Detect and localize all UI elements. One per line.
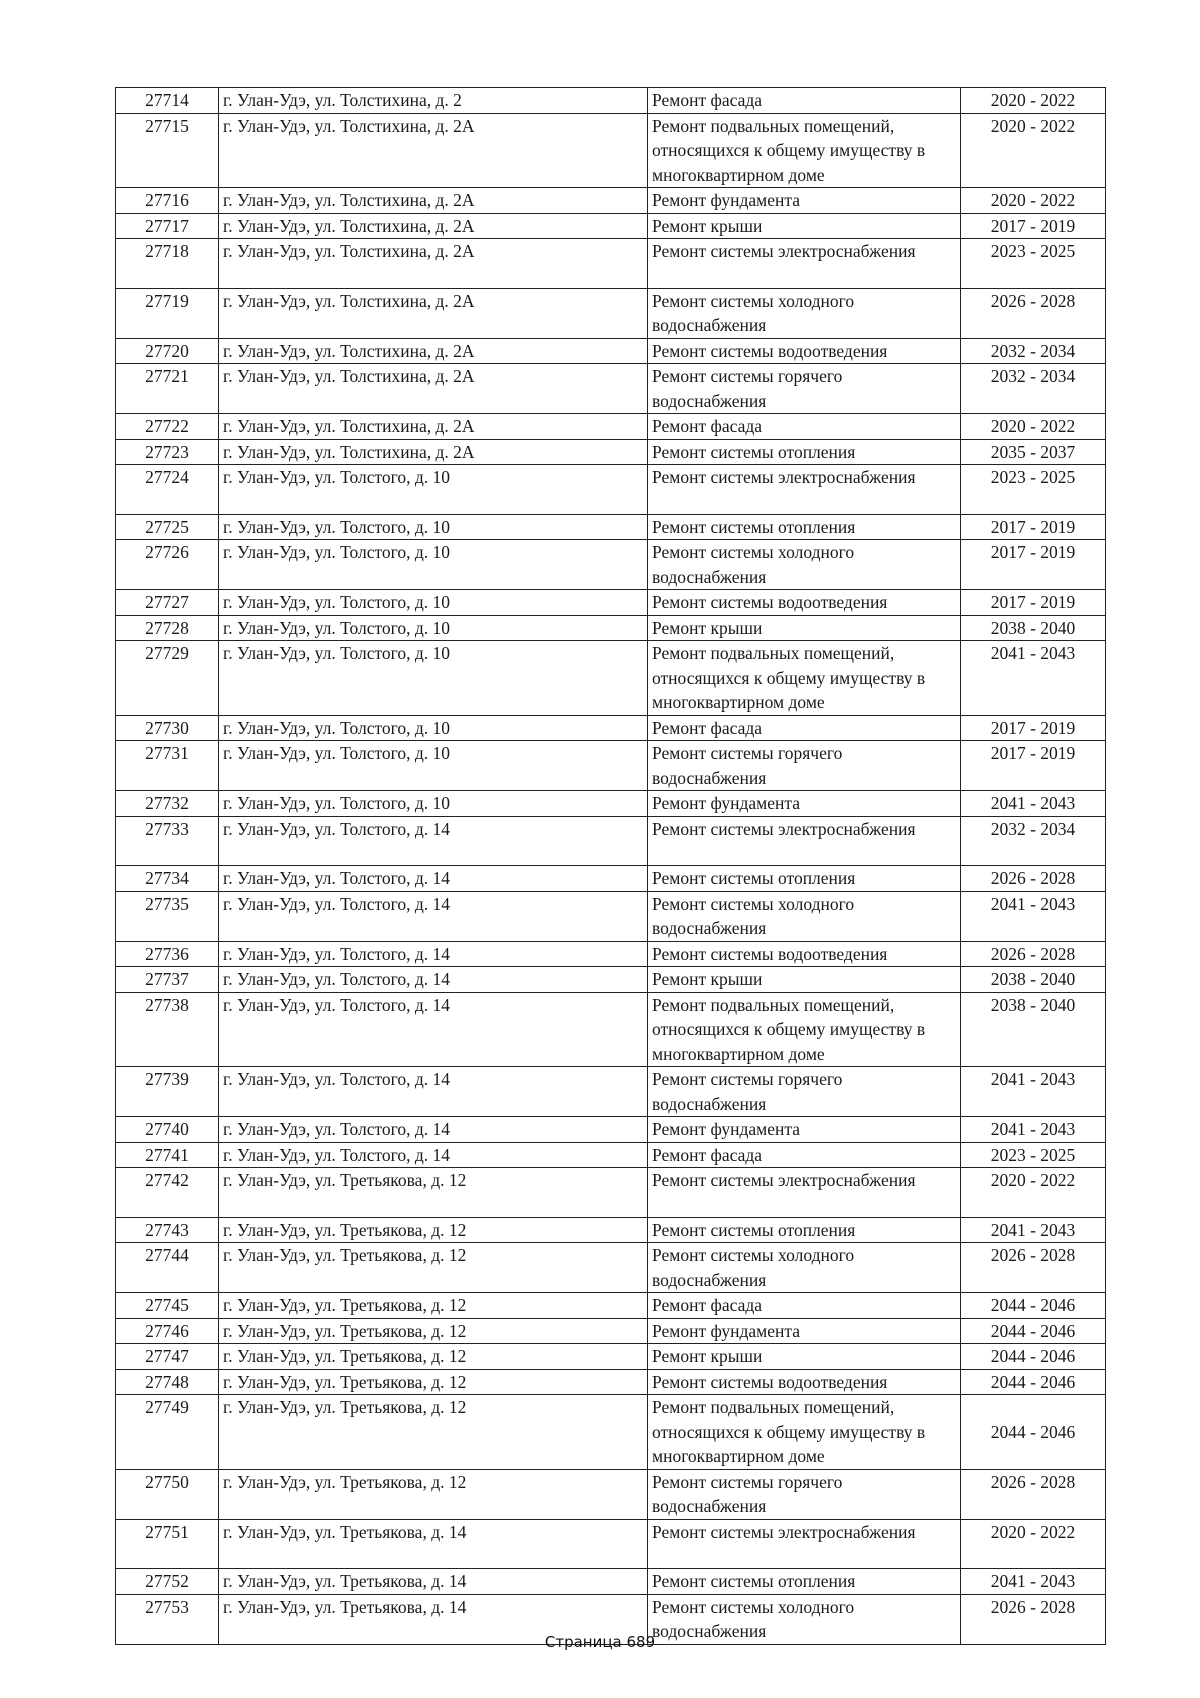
cell-address: г. Улан-Удэ, ул. Третьякова, д. 12: [219, 1293, 648, 1319]
cell-work-type: Ремонт системы водоотведения: [648, 590, 961, 616]
cell-number: 27732: [116, 791, 219, 817]
table-row: [116, 615, 1106, 641]
cell-number: 27745: [116, 1293, 219, 1319]
cell-address: г. Улан-Удэ, ул. Толстого, д. 14: [219, 992, 648, 1067]
table-row: [116, 414, 1106, 440]
cell-work-type: Ремонт системы электроснабжения: [648, 816, 961, 866]
cell-work-type: Ремонт фундамента: [648, 791, 961, 817]
cell-period: 2026 - 2028: [961, 1243, 1106, 1293]
cell-address: г. Улан-Удэ, ул. Толстихина, д. 2А: [219, 338, 648, 364]
cell-number: 27749: [116, 1395, 219, 1470]
table-row: [116, 439, 1106, 465]
cell-address: г. Улан-Удэ, ул. Третьякова, д. 12: [219, 1395, 648, 1470]
table-row: [116, 1569, 1106, 1595]
cell-number: 27728: [116, 615, 219, 641]
cell-address: г. Улан-Удэ, ул. Третьякова, д. 14: [219, 1569, 648, 1595]
table-row: [116, 941, 1106, 967]
cell-period: 2023 - 2025: [961, 1142, 1106, 1168]
cell-number: 27744: [116, 1243, 219, 1293]
cell-period: 2041 - 2043: [961, 891, 1106, 941]
cell-work-type: Ремонт системы горячего водоснабжения: [648, 1469, 961, 1519]
table-body: [116, 88, 1106, 1645]
cell-period: 2035 - 2037: [961, 439, 1106, 465]
cell-number: 27721: [116, 364, 219, 414]
cell-address: г. Улан-Удэ, ул. Толстихина, д. 2А: [219, 364, 648, 414]
cell-period: 2041 - 2043: [961, 641, 1106, 716]
cell-period: 2032 - 2034: [961, 816, 1106, 866]
table-row: [116, 641, 1106, 716]
cell-work-type: Ремонт фундамента: [648, 188, 961, 214]
cell-number: 27733: [116, 816, 219, 866]
cell-period: 2020 - 2022: [961, 1519, 1106, 1569]
cell-address: г. Улан-Удэ, ул. Третьякова, д. 12: [219, 1469, 648, 1519]
cell-address: г. Улан-Удэ, ул. Толстихина, д. 2А: [219, 414, 648, 440]
cell-address: г. Улан-Удэ, ул. Третьякова, д. 14: [219, 1594, 648, 1644]
cell-number: 27720: [116, 338, 219, 364]
table-row: [116, 239, 1106, 289]
cell-number: 27715: [116, 113, 219, 188]
cell-work-type: Ремонт подвальных помещений, относящихся к общему имуществу в многоквартирном доме: [648, 992, 961, 1067]
cell-address: г. Улан-Удэ, ул. Толстого, д. 14: [219, 941, 648, 967]
cell-period: 2044 - 2046: [961, 1318, 1106, 1344]
cell-work-type: Ремонт системы электроснабжения: [648, 239, 961, 289]
cell-work-type: Ремонт фасада: [648, 1293, 961, 1319]
cell-address: г. Улан-Удэ, ул. Толстого, д. 14: [219, 967, 648, 993]
cell-address: г. Улан-Удэ, ул. Толстого, д. 10: [219, 791, 648, 817]
cell-address: г. Улан-Удэ, ул. Третьякова, д. 14: [219, 1519, 648, 1569]
cell-work-type: Ремонт фундамента: [648, 1318, 961, 1344]
cell-period: 2017 - 2019: [961, 590, 1106, 616]
cell-address: г. Улан-Удэ, ул. Третьякова, д. 12: [219, 1344, 648, 1370]
cell-work-type: Ремонт подвальных помещений, относящихся к общему имуществу в многоквартирном доме: [648, 113, 961, 188]
table-row: [116, 540, 1106, 590]
cell-number: 27740: [116, 1117, 219, 1143]
cell-number: 27748: [116, 1369, 219, 1395]
cell-address: г. Улан-Удэ, ул. Толстого, д. 14: [219, 1142, 648, 1168]
cell-work-type: Ремонт системы отопления: [648, 866, 961, 892]
table-row: [116, 1067, 1106, 1117]
cell-period: 2044 - 2046: [961, 1369, 1106, 1395]
cell-work-type: Ремонт подвальных помещений, относящихся к общему имуществу в многоквартирном доме: [648, 1395, 961, 1470]
cell-number: 27747: [116, 1344, 219, 1370]
cell-work-type: Ремонт фасада: [648, 715, 961, 741]
cell-address: г. Улан-Удэ, ул. Третьякова, д. 12: [219, 1369, 648, 1395]
cell-number: 27722: [116, 414, 219, 440]
cell-period: 2023 - 2025: [961, 465, 1106, 515]
table-row: [116, 1395, 1106, 1470]
cell-address: г. Улан-Удэ, ул. Толстихина, д. 2А: [219, 188, 648, 214]
cell-number: 27743: [116, 1217, 219, 1243]
cell-work-type: Ремонт системы электроснабжения: [648, 1519, 961, 1569]
cell-period: 2032 - 2034: [961, 338, 1106, 364]
cell-address: г. Улан-Удэ, ул. Третьякова, д. 12: [219, 1318, 648, 1344]
cell-work-type: Ремонт системы холодного водоснабжения: [648, 1243, 961, 1293]
cell-period: 2017 - 2019: [961, 540, 1106, 590]
cell-address: г. Улан-Удэ, ул. Толстихина, д. 2А: [219, 239, 648, 289]
table-row: [116, 715, 1106, 741]
cell-number: 27750: [116, 1469, 219, 1519]
cell-period: 2026 - 2028: [961, 288, 1106, 338]
cell-period: 2038 - 2040: [961, 992, 1106, 1067]
cell-period: 2041 - 2043: [961, 1067, 1106, 1117]
cell-number: 27752: [116, 1569, 219, 1595]
table-row: [116, 866, 1106, 892]
table-row: [116, 213, 1106, 239]
cell-number: 27751: [116, 1519, 219, 1569]
cell-address: г. Улан-Удэ, ул. Толстого, д. 10: [219, 741, 648, 791]
cell-period: 2026 - 2028: [961, 941, 1106, 967]
table-row: [116, 465, 1106, 515]
cell-period: 2020 - 2022: [961, 188, 1106, 214]
cell-work-type: Ремонт системы горячего водоснабжения: [648, 1067, 961, 1117]
cell-number: 27741: [116, 1142, 219, 1168]
cell-work-type: Ремонт фасада: [648, 1142, 961, 1168]
cell-work-type: Ремонт системы горячего водоснабжения: [648, 364, 961, 414]
table-row: [116, 891, 1106, 941]
cell-address: г. Улан-Удэ, ул. Толстого, д. 10: [219, 514, 648, 540]
cell-period: 2017 - 2019: [961, 741, 1106, 791]
cell-address: г. Улан-Удэ, ул. Третьякова, д. 12: [219, 1217, 648, 1243]
cell-work-type: Ремонт крыши: [648, 967, 961, 993]
table-row: [116, 1369, 1106, 1395]
cell-address: г. Улан-Удэ, ул. Толстихина, д. 2А: [219, 213, 648, 239]
cell-work-type: Ремонт системы отопления: [648, 1569, 961, 1595]
table-row: [116, 1344, 1106, 1370]
cell-address: г. Улан-Удэ, ул. Толстого, д. 14: [219, 816, 648, 866]
cell-period: 2017 - 2019: [961, 213, 1106, 239]
cell-address: г. Улан-Удэ, ул. Толстого, д. 10: [219, 590, 648, 616]
cell-period: 2038 - 2040: [961, 967, 1106, 993]
cell-work-type: Ремонт системы холодного водоснабжения: [648, 540, 961, 590]
cell-period: 2032 - 2034: [961, 364, 1106, 414]
cell-number: 27739: [116, 1067, 219, 1117]
cell-period: 2044 - 2046: [961, 1293, 1106, 1319]
cell-work-type: Ремонт системы отопления: [648, 514, 961, 540]
cell-number: 27742: [116, 1168, 219, 1218]
cell-address: г. Улан-Удэ, ул. Толстого, д. 14: [219, 1117, 648, 1143]
table-row: [116, 188, 1106, 214]
table-row: [116, 967, 1106, 993]
cell-address: г. Улан-Удэ, ул. Третьякова, д. 12: [219, 1243, 648, 1293]
table-row: [116, 816, 1106, 866]
cell-work-type: Ремонт подвальных помещений, относящихся к общему имуществу в многоквартирном доме: [648, 641, 961, 716]
table-row: [116, 1243, 1106, 1293]
table-row: [116, 1168, 1106, 1218]
cell-period: 2044 - 2046: [961, 1395, 1106, 1470]
cell-period: 2041 - 2043: [961, 1569, 1106, 1595]
cell-work-type: Ремонт фасада: [648, 414, 961, 440]
cell-number: 27737: [116, 967, 219, 993]
table-row: [116, 1117, 1106, 1143]
cell-work-type: Ремонт системы холодного водоснабжения: [648, 891, 961, 941]
cell-work-type: Ремонт крыши: [648, 1344, 961, 1370]
cell-number: 27746: [116, 1318, 219, 1344]
cell-work-type: Ремонт системы отопления: [648, 1217, 961, 1243]
table-row: [116, 364, 1106, 414]
cell-address: г. Улан-Удэ, ул. Толстого, д. 14: [219, 1067, 648, 1117]
cell-number: 27726: [116, 540, 219, 590]
table-row: [116, 1293, 1106, 1319]
table-row: [116, 1519, 1106, 1569]
cell-work-type: Ремонт крыши: [648, 213, 961, 239]
table-row: [116, 514, 1106, 540]
cell-period: 2041 - 2043: [961, 791, 1106, 817]
cell-number: 27716: [116, 188, 219, 214]
cell-period: 2020 - 2022: [961, 113, 1106, 188]
cell-number: 27717: [116, 213, 219, 239]
cell-period: 2026 - 2028: [961, 1594, 1106, 1644]
table-row: [116, 1318, 1106, 1344]
cell-number: 27719: [116, 288, 219, 338]
cell-period: 2017 - 2019: [961, 715, 1106, 741]
cell-address: г. Улан-Удэ, ул. Толстихина, д. 2А: [219, 288, 648, 338]
cell-address: г. Улан-Удэ, ул. Толстого, д. 10: [219, 465, 648, 515]
cell-number: 27735: [116, 891, 219, 941]
cell-number: 27730: [116, 715, 219, 741]
cell-work-type: Ремонт фундамента: [648, 1117, 961, 1143]
cell-period: 2020 - 2022: [961, 1168, 1106, 1218]
cell-period: 2038 - 2040: [961, 615, 1106, 641]
cell-period: 2041 - 2043: [961, 1217, 1106, 1243]
cell-work-type: Ремонт системы электроснабжения: [648, 1168, 961, 1218]
cell-work-type: Ремонт крыши: [648, 615, 961, 641]
repair-schedule-table: [115, 87, 1106, 1645]
cell-address: г. Улан-Удэ, ул. Толстихина, д. 2: [219, 88, 648, 114]
page-number: Страница 689: [544, 1633, 656, 1651]
cell-period: 2026 - 2028: [961, 1469, 1106, 1519]
table-row: [116, 113, 1106, 188]
cell-period: 2041 - 2043: [961, 1117, 1106, 1143]
table-row: [116, 338, 1106, 364]
cell-number: 27738: [116, 992, 219, 1067]
cell-address: г. Улан-Удэ, ул. Толстого, д. 10: [219, 715, 648, 741]
table-row: [116, 1142, 1106, 1168]
cell-address: г. Улан-Удэ, ул. Толстого, д. 14: [219, 891, 648, 941]
table-row: [116, 791, 1106, 817]
cell-number: 27724: [116, 465, 219, 515]
cell-number: 27729: [116, 641, 219, 716]
cell-number: 27734: [116, 866, 219, 892]
cell-work-type: Ремонт системы холодного водоснабжения: [648, 288, 961, 338]
cell-work-type: Ремонт системы электроснабжения: [648, 465, 961, 515]
cell-number: 27736: [116, 941, 219, 967]
table-row: [116, 590, 1106, 616]
cell-address: г. Улан-Удэ, ул. Толстихина, д. 2А: [219, 113, 648, 188]
cell-number: 27727: [116, 590, 219, 616]
cell-address: г. Улан-Удэ, ул. Толстого, д. 10: [219, 615, 648, 641]
table-row: [116, 992, 1106, 1067]
cell-number: 27731: [116, 741, 219, 791]
table-row: [116, 1217, 1106, 1243]
table-row: [116, 288, 1106, 338]
cell-work-type: Ремонт системы водоотведения: [648, 1369, 961, 1395]
cell-period: 2017 - 2019: [961, 514, 1106, 540]
cell-address: г. Улан-Удэ, ул. Третьякова, д. 12: [219, 1168, 648, 1218]
cell-number: 27753: [116, 1594, 219, 1644]
cell-work-type: Ремонт системы горячего водоснабжения: [648, 741, 961, 791]
cell-period: 2026 - 2028: [961, 866, 1106, 892]
table-row: [116, 741, 1106, 791]
cell-work-type: Ремонт системы водоотведения: [648, 941, 961, 967]
cell-work-type: Ремонт фасада: [648, 88, 961, 114]
cell-number: 27718: [116, 239, 219, 289]
cell-work-type: Ремонт системы отопления: [648, 439, 961, 465]
cell-number: 27714: [116, 88, 219, 114]
cell-address: г. Улан-Удэ, ул. Толстого, д. 10: [219, 641, 648, 716]
cell-period: 2044 - 2046: [961, 1344, 1106, 1370]
cell-address: г. Улан-Удэ, ул. Толстого, д. 10: [219, 540, 648, 590]
table-row: [116, 88, 1106, 114]
table-row: [116, 1469, 1106, 1519]
cell-period: 2020 - 2022: [961, 88, 1106, 114]
cell-work-type: Ремонт системы холодного водоснабжения: [648, 1594, 961, 1644]
cell-address: г. Улан-Удэ, ул. Толстого, д. 14: [219, 866, 648, 892]
cell-period: 2023 - 2025: [961, 239, 1106, 289]
cell-work-type: Ремонт системы водоотведения: [648, 338, 961, 364]
cell-address: г. Улан-Удэ, ул. Толстихина, д. 2А: [219, 439, 648, 465]
cell-period: 2020 - 2022: [961, 414, 1106, 440]
cell-number: 27725: [116, 514, 219, 540]
cell-number: 27723: [116, 439, 219, 465]
